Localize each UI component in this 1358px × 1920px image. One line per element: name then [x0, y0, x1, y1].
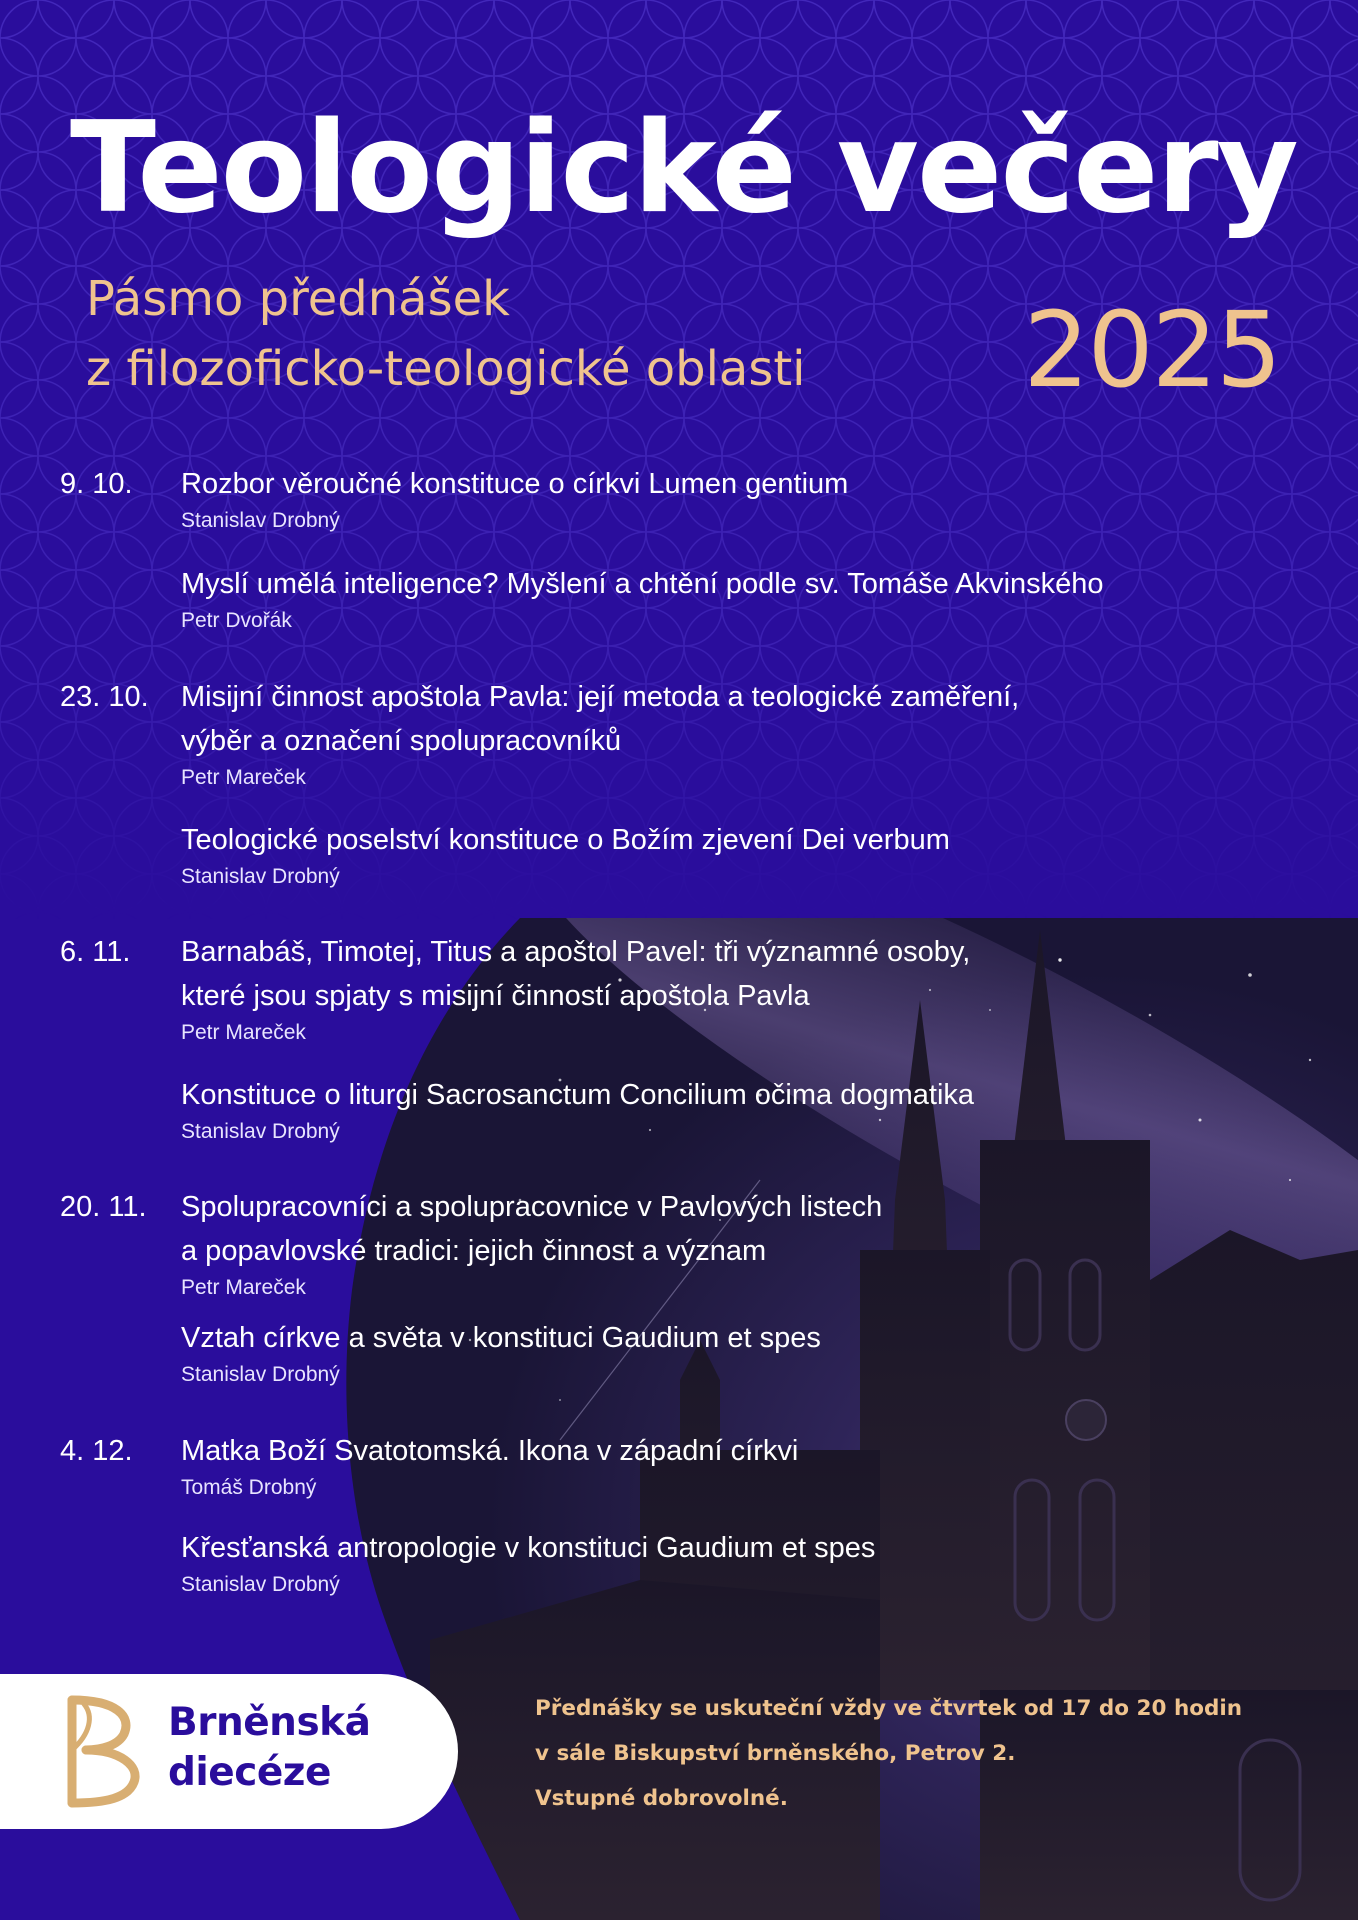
- lecture-speaker: Petr Mareček: [181, 1021, 306, 1044]
- lecture: [181, 1429, 1311, 1503]
- lecture-date: 23. 10.: [60, 681, 149, 713]
- lecture-title: Křesťanská antropologie v konstituci Gaudium et spes: [181, 1532, 876, 1564]
- lecture-title: Spolupracovníci a spolupracovnice v Pavlových listech: [181, 1191, 883, 1223]
- subtitle-line-2: z filozoficko-teologické oblasti: [86, 341, 806, 397]
- subtitle-line-1: Pásmo přednášek: [86, 271, 510, 327]
- lecture-speaker: Stanislav Drobný: [181, 865, 340, 888]
- lecture: [181, 1316, 1311, 1390]
- lecture: [181, 1526, 1311, 1600]
- diocese-logo-badge: [0, 1674, 458, 1829]
- lecture: [181, 930, 1311, 1048]
- lecture: [181, 818, 1311, 892]
- lecture: [181, 462, 1311, 536]
- lecture-title-line-2: které jsou spjaty s misijní činností apoštola Pavla: [181, 980, 810, 1012]
- lecture-title: Teologické poselství konstituce o Božím zjevení Dei verbum: [181, 824, 950, 856]
- event-info: [535, 1686, 1335, 1821]
- lecture-speaker: Petr Dvořák: [181, 609, 292, 632]
- lecture-title-line-2: výběr a označení spolupracovníků: [181, 725, 622, 757]
- lecture: [181, 675, 1311, 793]
- lecture-title: Myslí umělá inteligence? Myšlení a chtění podle sv. Tomáše Akvinského: [181, 568, 1104, 600]
- lecture-speaker: Tomáš Drobný: [181, 1476, 317, 1499]
- year: 2025: [1023, 289, 1280, 411]
- lecture-title: Vztah církve a světa v konstituci Gaudium et spes: [181, 1322, 821, 1354]
- lecture: [181, 1185, 1311, 1303]
- lecture-date: 4. 12.: [60, 1435, 133, 1467]
- lecture-title: Konstituce o liturgi Sacrosanctum Concilium očima dogmatika: [181, 1079, 975, 1111]
- lecture-speaker: Petr Mareček: [181, 766, 306, 789]
- lecture: [181, 1073, 1311, 1147]
- lecture-speaker: Stanislav Drobný: [181, 1363, 340, 1386]
- lecture: [181, 562, 1311, 636]
- logo-line-2: diecéze: [168, 1750, 331, 1795]
- lecture-speaker: Petr Mareček: [181, 1276, 306, 1299]
- diocese-logo-icon: [64, 1694, 144, 1809]
- lecture-title: Barnabáš, Timotej, Titus a apoštol Pavel: tři významné osoby,: [181, 936, 971, 968]
- lecture-title: Matka Boží Svatotomská. Ikona v západní církvi: [181, 1435, 799, 1467]
- lecture-date: 9. 10.: [60, 468, 133, 500]
- lecture-date: 6. 11.: [60, 936, 131, 968]
- info-line-1: Přednášky se uskuteční vždy ve čtvrtek od 17 do 20 hodin: [535, 1696, 1243, 1721]
- lecture-title-line-2: a popavlovské tradici: jejich činnost a význam: [181, 1235, 767, 1267]
- diocese-logo-text: [168, 1698, 370, 1798]
- lecture-speaker: Stanislav Drobný: [181, 509, 340, 532]
- lecture-title: Misijní činnost apoštola Pavla: její metoda a teologické zaměření,: [181, 681, 1020, 713]
- lecture-speaker: Stanislav Drobný: [181, 1120, 340, 1143]
- lecture-speaker: Stanislav Drobný: [181, 1573, 340, 1596]
- lecture-date: 20. 11.: [60, 1191, 147, 1223]
- lecture-title: Rozbor věroučné konstituce o církvi Lumen gentium: [181, 468, 849, 500]
- logo-line-1: Brněnská: [168, 1700, 371, 1745]
- info-line-2: v sále Biskupství brněnského, Petrov 2.: [535, 1741, 1016, 1766]
- poster-title: Teologické večery: [70, 94, 1297, 241]
- info-line-3: Vstupné dobrovolné.: [535, 1786, 788, 1811]
